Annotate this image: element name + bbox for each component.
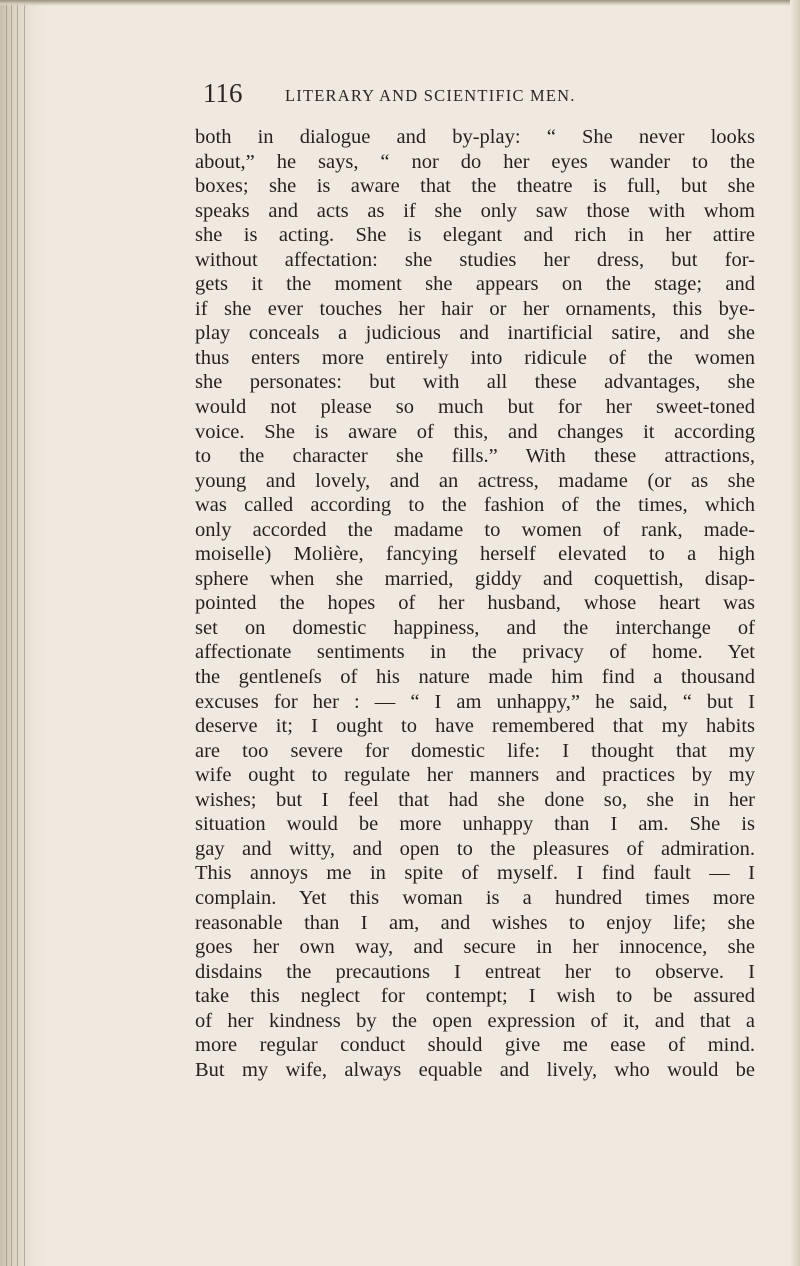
text-line xyxy=(195,493,755,518)
text-line xyxy=(195,150,755,175)
text-line xyxy=(195,616,755,641)
page-top-edge xyxy=(0,0,800,6)
text-line xyxy=(195,395,755,420)
text-line-content: was called according to the fashion of the times, which xyxy=(195,494,755,517)
text-line-content: would not please so much but for her sweet-toned xyxy=(195,396,755,419)
text-line-content: take this neglect for contempt; I wish to be assured xyxy=(195,985,755,1008)
text-line xyxy=(195,690,755,715)
text-line-content: if she ever touches her hair or her ornaments, this bye- xyxy=(195,297,755,320)
text-line-content: pointed the hopes of her husband, whose heart was xyxy=(195,592,755,615)
text-line xyxy=(195,788,755,813)
text-line xyxy=(195,665,755,690)
running-head: LITERARY AND SCIENTIFIC MEN. xyxy=(285,86,576,105)
text-line xyxy=(195,935,755,960)
text-line xyxy=(195,444,755,469)
text-line xyxy=(195,567,755,592)
text-line xyxy=(195,886,755,911)
text-line-content: set on domestic happiness, and the interchange of xyxy=(195,616,755,639)
text-line-content: only accorded the madame to women of rank, made- xyxy=(195,518,755,541)
text-line-content: situation would be more unhappy than I am. She is xyxy=(195,813,755,836)
text-line xyxy=(195,739,755,764)
text-line xyxy=(195,984,755,1009)
text-line xyxy=(195,542,755,567)
text-line-content: excuses for her : — “ I am unhappy,” he said, “ but I xyxy=(195,690,755,713)
text-line-content: speaks and acts as if she only saw those with whom xyxy=(195,199,755,222)
text-line xyxy=(195,911,755,936)
text-line-content: young and lovely, and an actress, madame (or as she xyxy=(195,469,755,492)
text-line-content: to the character she fills.” With these attractions, xyxy=(195,445,755,468)
text-line-content: goes her own way, and secure in her innocence, she xyxy=(195,936,755,959)
page-right-edge xyxy=(790,0,800,1266)
text-line xyxy=(195,518,755,543)
text-line-content: without affectation: she studies her dress, but for- xyxy=(195,248,755,271)
text-line-content: are too severe for domestic life: I thought that my xyxy=(195,739,755,762)
text-line xyxy=(195,960,755,985)
text-line xyxy=(195,174,755,199)
text-line xyxy=(195,591,755,616)
text-line-content: complain. Yet this woman is a hundred times more xyxy=(195,886,755,909)
text-line-content: reasonable than I am, and wishes to enjoy life; she xyxy=(195,911,755,934)
text-line-content: she is acting. She is elegant and rich in her attire xyxy=(195,224,755,247)
text-line-content: affectionate sentiments in the privacy of home. Yet xyxy=(195,641,755,664)
text-line-content: about,” he says, “ nor do her eyes wander to the xyxy=(195,150,755,173)
text-line-content: wife ought to regulate her manners and practices by my xyxy=(195,764,755,787)
text-line-content: boxes; she is aware that the theatre is full, but she xyxy=(195,175,755,198)
text-line xyxy=(195,714,755,739)
text-line xyxy=(195,763,755,788)
text-line xyxy=(195,199,755,224)
body-text xyxy=(195,125,755,1082)
text-line xyxy=(195,837,755,862)
text-line-content: deserve it; I ought to have remembered that my habits xyxy=(195,715,755,738)
text-line xyxy=(195,321,755,346)
text-line xyxy=(195,125,755,150)
text-line-content: of her kindness by the open expression of it, and that a xyxy=(195,1009,755,1032)
text-line-content: But my wife, always equable and lively, who would be xyxy=(195,1058,755,1081)
text-line xyxy=(195,469,755,494)
text-line xyxy=(195,420,755,445)
text-line-content: voice. She is aware of this, and changes it according xyxy=(195,420,755,443)
text-line-content: gets it the moment she appears on the stage; and xyxy=(195,273,755,296)
text-line xyxy=(195,1033,755,1058)
text-line-content: wishes; but I feel that had she done so, she in her xyxy=(195,788,755,811)
page-number: 116 xyxy=(203,78,243,108)
text-line-content: gay and witty, and open to the pleasures of admiration. xyxy=(195,837,755,860)
text-line-content: disdains the precautions I entreat her to observe. I xyxy=(195,960,755,983)
text-line xyxy=(195,1058,755,1083)
text-line xyxy=(195,1009,755,1034)
text-line-content: thus enters more entirely into ridicule of the women xyxy=(195,346,755,369)
text-line-content: moiselle) Molière, fancying herself elevated to a high xyxy=(195,543,755,566)
text-line-content: play conceals a judicious and inartificial satire, and she xyxy=(195,322,755,345)
text-line-content: sphere when she married, giddy and coquettish, disap- xyxy=(195,567,755,590)
text-line xyxy=(195,346,755,371)
text-line-content: the gentleneſs of his nature made him find a thousand xyxy=(195,666,755,689)
text-line xyxy=(195,370,755,395)
text-line xyxy=(195,640,755,665)
text-line xyxy=(195,861,755,886)
text-line xyxy=(195,297,755,322)
page-gutter-shadow xyxy=(0,0,44,1266)
text-line-content: both in dialogue and by-play: “ She never looks xyxy=(195,126,755,148)
text-line-content: she personates: but with all these advantages, she xyxy=(195,371,755,394)
text-line-content: more regular conduct should give me ease of mind. xyxy=(195,1034,755,1057)
text-line xyxy=(195,248,755,273)
text-line xyxy=(195,223,755,248)
text-line xyxy=(195,272,755,297)
text-line xyxy=(195,812,755,837)
text-line-content: This annoys me in spite of myself. I find fault — I xyxy=(195,862,755,885)
